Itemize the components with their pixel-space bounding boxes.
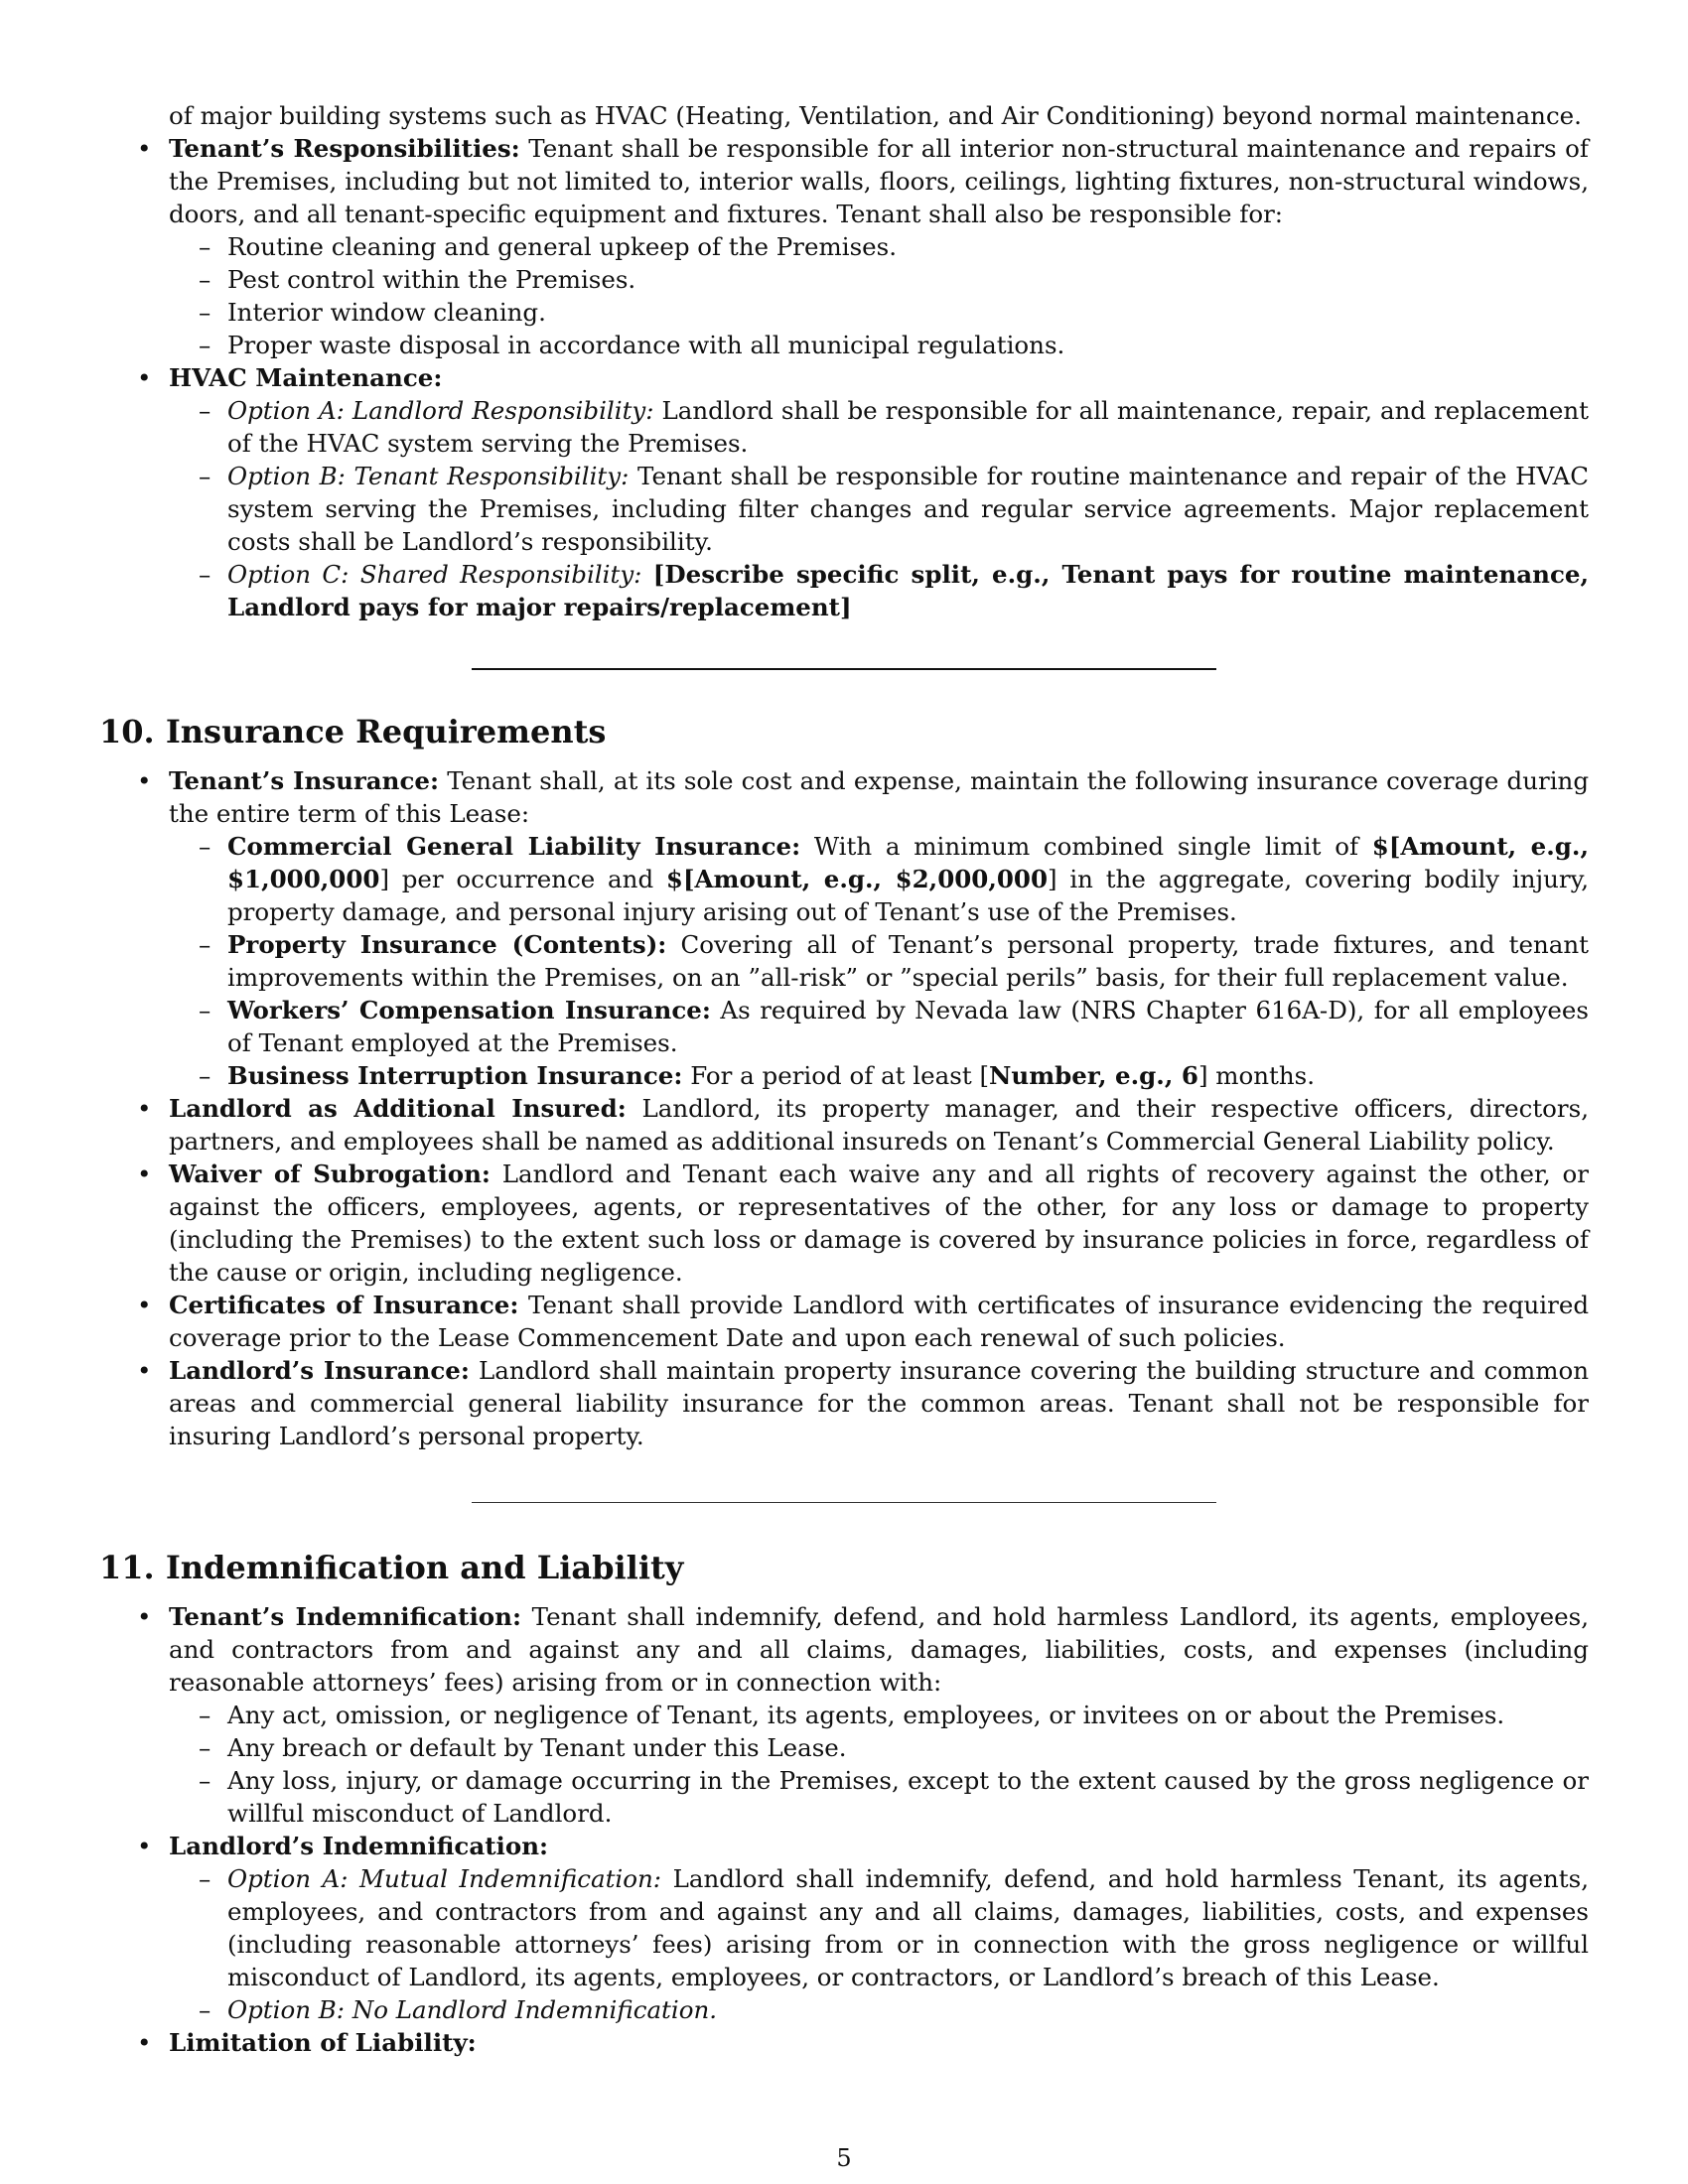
item-text: Landlord shall maintain property insurance covering the building structure and common areas and commercial general liability insurance for the common areas. Tenant shall not be responsible for insuring Landlord’s personal property. — [169, 1356, 1589, 1450]
amount-placeholder: $[Amount, e.g., $2,000,000 — [665, 865, 1049, 893]
dash-icon: – — [199, 1701, 211, 1729]
option-label: Option A: Landlord Responsibility: — [227, 396, 654, 425]
item-label: Limitation of Liability: — [169, 2028, 477, 2057]
sub-item-text: With a minimum combined single limit of — [813, 832, 1372, 861]
item-label: Certificates of Insurance: — [169, 1291, 519, 1319]
dash-icon: – — [199, 1766, 211, 1795]
item-text: Tenant shall provide Landlord with certificates of insurance evidencing the required coverage prior to the Lease Commencement Date and upon each renewal of such policies. — [169, 1291, 1590, 1352]
dash-icon: – — [199, 930, 211, 959]
landlord-insurance-item — [99, 1354, 1589, 1452]
bullet-icon: • — [137, 134, 152, 163]
hvac-option-a — [99, 394, 1589, 460]
cgl-insurance-item — [99, 830, 1589, 928]
sub-item — [99, 1731, 1589, 1764]
amount-placeholder: $[Amount, e.g., $1,000,000 — [227, 832, 1589, 893]
sub-item-text: For a period of at least [ — [690, 1061, 990, 1090]
sub-item-text: ] months. — [1197, 1061, 1316, 1090]
section-10-body — [99, 764, 1589, 1452]
sub-item-text: Routine cleaning and general upkeep of the Premises. — [227, 232, 898, 261]
hvac-option-c — [99, 558, 1589, 623]
hvac-maintenance-item — [99, 361, 1589, 394]
option-label: Option A: Mutual Indemnification: — [227, 1864, 662, 1893]
dash-icon: – — [199, 1733, 211, 1762]
item-label: Landlord as Additional Insured: — [169, 1094, 627, 1123]
dash-icon: – — [199, 298, 211, 327]
sub-item-text: Any loss, injury, or damage occurring in the Premises, except to the extent caused by the gross negligence or willful misconduct of Landlord. — [227, 1766, 1589, 1828]
sub-item — [99, 263, 1589, 296]
section-10-heading: 10. Insurance Requirements — [99, 713, 607, 751]
bullet-icon: • — [137, 1602, 152, 1631]
sub-item — [99, 1699, 1589, 1731]
sub-item-label: Workers’ Compensation Insurance: — [227, 996, 711, 1024]
dash-icon: – — [199, 232, 211, 261]
sub-item-text: Any breach or default by Tenant under this Lease. — [227, 1733, 847, 1762]
dash-icon: – — [199, 265, 211, 294]
limitation-of-liability-item — [99, 2026, 1589, 2059]
item-text: Tenant shall indemnify, defend, and hold harmless Landlord, its agents, employees, and contractors from and against any and all claims, damages, liabilities, costs, and expenses (including reasonable attorneys’ fees) arising from or in connection with: — [169, 1602, 1590, 1697]
dash-icon: – — [199, 1061, 211, 1090]
bullet-icon: • — [137, 1291, 152, 1319]
option-text: Tenant shall be responsible for routine maintenance and repair of the HVAC system serving the Premises, including filter changes and regular service agreements. Major replacement costs shall be Landlord’s responsibility. — [227, 462, 1589, 556]
sub-item — [99, 230, 1589, 263]
waiver-subrogation-item — [99, 1158, 1589, 1289]
option-text: [Describe specific split, e.g., Tenant pays for routine maintenance, Landlord pays for major repairs/replacement] — [227, 560, 1589, 621]
option-text: Landlord shall be responsible for all maintenance, repair, and replacement of the HVAC system serving the Premises. — [227, 396, 1589, 458]
sub-item-text: As required by Nevada law (NRS Chapter 616A-D), for all employees of Tenant employed at the Premises. — [227, 996, 1589, 1057]
option-text: Landlord shall indemnify, defend, and hold harmless Tenant, its agents, employees, and contractors from and against any and all claims, damages, liabilities, costs, and expenses (including reasonable attorneys’ fees) arising from or in connection with the gross negligence or willful misconduct of Landlord, its agents, employees, or contractors, or Landlord’s breach of this Lease. — [227, 1864, 1589, 1991]
certificates-item — [99, 1289, 1589, 1354]
dash-icon: – — [199, 396, 211, 425]
item-label: Landlord’s Insurance: — [169, 1356, 470, 1385]
property-insurance-item — [99, 928, 1589, 994]
option-label: Option B: No Landlord Indemnification. — [227, 1995, 718, 2024]
bullet-icon: • — [137, 1160, 152, 1188]
sub-item-text: ] per occurrence and — [379, 865, 666, 893]
section-9-continuation — [99, 99, 1589, 623]
sub-item-text: Covering all of Tenant’s personal property, trade fixtures, and tenant improvements within the Premises, on an ”all-risk” or ”special perils” basis, for their full replacement value. — [227, 930, 1589, 992]
section-divider — [472, 668, 1216, 670]
sub-item-label: Business Interruption Insurance: — [227, 1061, 683, 1090]
section-11-body — [99, 1600, 1589, 2059]
bullet-icon: • — [137, 2028, 152, 2057]
sub-item-text: ] in the aggregate, covering bodily injury, property damage, and personal injury arising out of Tenant’s use of the Premises. — [227, 865, 1589, 926]
number-placeholder: Number, e.g., 6 — [989, 1061, 1198, 1090]
tenant-indemnification-item — [99, 1600, 1589, 1699]
additional-insured-item — [99, 1092, 1589, 1158]
option-label: Option C: Shared Responsibility: — [227, 560, 642, 589]
item-label: HVAC Maintenance: — [169, 363, 443, 392]
item-text: Tenant shall be responsible for all interior non-structural maintenance and repairs of the Premises, including but not limited to, interior walls, floors, ceilings, lighting fixtures, non-structural windows, doors, and all tenant-specific equipment and fixtures. Tenant shall also be responsible for: — [169, 134, 1589, 228]
option-label: Option B: Tenant Responsibility: — [227, 462, 630, 490]
hvac-option-b — [99, 460, 1589, 558]
sub-item — [99, 1764, 1589, 1830]
business-interruption-item — [99, 1059, 1589, 1092]
sub-item-text: Any act, omission, or negligence of Tenant, its agents, employees, or invitees on or about the Premises. — [227, 1701, 1505, 1729]
dash-icon: – — [199, 560, 211, 589]
sub-item-text: Pest control within the Premises. — [227, 265, 636, 294]
bullet-icon: • — [137, 1832, 152, 1860]
dash-icon: – — [199, 996, 211, 1024]
dash-icon: – — [199, 1995, 211, 2024]
bullet-icon: • — [137, 363, 152, 392]
tenant-responsibilities-item — [99, 132, 1589, 230]
page-number: 5 — [836, 2144, 852, 2172]
tenant-insurance-item — [99, 764, 1589, 830]
indemnification-option-b — [99, 1993, 1589, 2026]
section-divider — [472, 1502, 1216, 1503]
item-label: Tenant’s Indemnification: — [169, 1602, 521, 1631]
sub-item — [99, 329, 1589, 361]
dash-icon: – — [199, 1864, 211, 1893]
indemnification-option-a — [99, 1862, 1589, 1993]
continuation-text: of major building systems such as HVAC (Heating, Ventilation, and Air Conditioning) beyond normal maintenance. — [169, 101, 1582, 130]
workers-comp-item — [99, 994, 1589, 1059]
item-label: Waiver of Subrogation: — [169, 1160, 491, 1188]
bullet-icon: • — [137, 1356, 152, 1385]
sub-item-label: Commercial General Liability Insurance: — [227, 832, 801, 861]
item-text: Tenant shall, at its sole cost and expense, maintain the following insurance coverage during the entire term of this Lease: — [169, 766, 1590, 828]
item-label: Tenant’s Responsibilities: — [169, 134, 520, 163]
section-11-heading: 11. Indemnification and Liability — [99, 1549, 684, 1586]
sub-item — [99, 296, 1589, 329]
dash-icon: – — [199, 462, 211, 490]
item-label: Landlord’s Indemnification: — [169, 1832, 549, 1860]
dash-icon: – — [199, 331, 211, 359]
bullet-icon: • — [137, 1094, 152, 1123]
item-text: Landlord, its property manager, and their respective officers, directors, partners, and employees shall be named as additional insureds on Tenant’s Commercial General Liability policy. — [169, 1094, 1589, 1156]
sub-item-text: Proper waste disposal in accordance with all municipal regulations. — [227, 331, 1065, 359]
sub-item-label: Property Insurance (Contents): — [227, 930, 667, 959]
sub-item-text: Interior window cleaning. — [227, 298, 546, 327]
bullet-icon: • — [137, 766, 152, 795]
item-text: Landlord and Tenant each waive any and all rights of recovery against the other, or against the officers, employees, agents, or representatives of the other, for any loss or damage to property (including the Premises) to the extent such loss or damage is covered by insurance policies in force, regardless of the cause or origin, including negligence. — [169, 1160, 1590, 1287]
dash-icon: – — [199, 832, 211, 861]
item-label: Tenant’s Insurance: — [169, 766, 440, 795]
landlord-indemnification-item — [99, 1830, 1589, 1862]
